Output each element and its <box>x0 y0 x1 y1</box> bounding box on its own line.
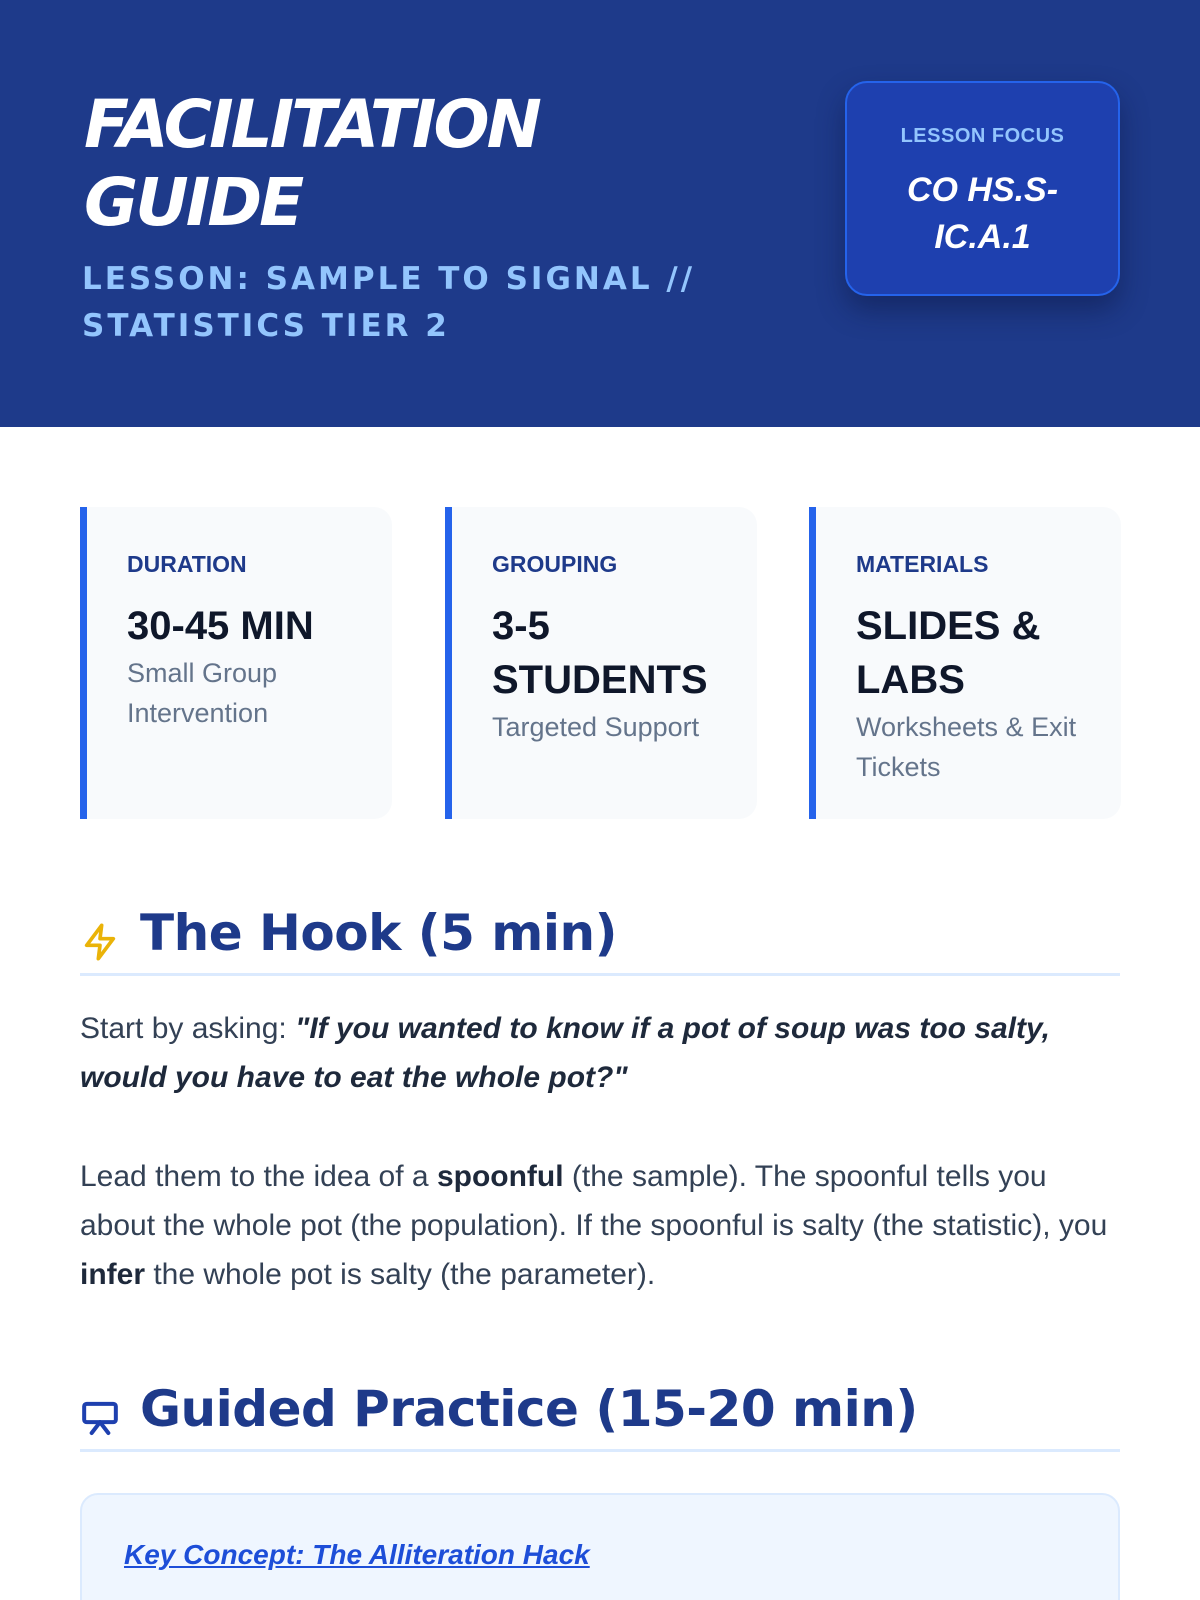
stat-value-text: 3-5 STUDENTS <box>492 604 708 702</box>
stat-note: Small Group Intervention <box>127 658 278 728</box>
stat-value-text: 30-45 MIN <box>127 604 314 648</box>
hook-intro-paragraph <box>80 1004 1120 1102</box>
stat-value <box>492 599 747 747</box>
stat-label: DURATION <box>127 551 247 577</box>
hook-quote: "If you wanted to know if a pot of soup was too salty, would you have to eat the whole pot?" <box>80 1012 1050 1094</box>
stat-label: MATERIALS <box>856 551 989 577</box>
lesson-focus-value-line-2: IC.A.1 <box>934 218 1031 256</box>
section-title: The Hook (5 min) <box>140 904 617 962</box>
stat-note: Targeted Support <box>492 712 700 742</box>
key-concept-link[interactable]: Key Concept: The Alliteration Hack <box>124 1539 590 1570</box>
lesson-focus-label: LESSON FOCUS <box>900 125 1065 147</box>
section-title: Guided Practice (15-20 min) <box>140 1380 918 1438</box>
stat-value <box>127 599 382 733</box>
stat-label: GROUPING <box>492 551 618 577</box>
page-title-line-1: FACILITATION <box>84 86 539 163</box>
stat-value-text: SLIDES & LABS <box>856 604 1041 702</box>
hook-text-2: (the sample). The spoonful tells you about the whole pot (the population). If the spoonful is salty (the statistic), you <box>80 1160 1108 1242</box>
lesson-subtitle <box>82 256 722 350</box>
hook-text-1: Lead them to the idea of a <box>80 1160 437 1193</box>
key-concept-box <box>80 1493 1120 1600</box>
lightning-icon <box>80 922 120 962</box>
page-title-line-2: GUIDE <box>84 164 302 241</box>
hook-term-infer: infer <box>80 1258 146 1291</box>
stat-card-duration <box>80 507 392 819</box>
lesson-focus-card <box>845 81 1120 296</box>
page-title <box>84 86 724 242</box>
presentation-icon <box>80 1398 120 1438</box>
hook-intro-text: Start by asking: <box>80 1012 287 1045</box>
section-heading-hook <box>80 896 1120 976</box>
lesson-focus-value <box>877 167 1088 261</box>
hook-explanation-paragraph <box>80 1152 1120 1299</box>
stat-value <box>856 599 1111 787</box>
stat-card-grouping <box>445 507 757 819</box>
stat-note: Worksheets & Exit Tickets <box>856 712 1077 782</box>
hook-text-3: the whole pot is salty (the parameter). <box>145 1258 656 1291</box>
stat-card-materials <box>809 507 1121 819</box>
hook-term-spoonful: spoonful <box>436 1160 564 1193</box>
lesson-subtitle-line-2: STATISTICS TIER 2 <box>82 308 450 344</box>
page-header <box>0 0 1200 427</box>
section-heading-guided-practice <box>80 1372 1120 1452</box>
lesson-subtitle-line-1: LESSON: SAMPLE TO SIGNAL // <box>82 261 696 297</box>
lesson-focus-value-line-1: CO HS.S- <box>906 171 1059 209</box>
